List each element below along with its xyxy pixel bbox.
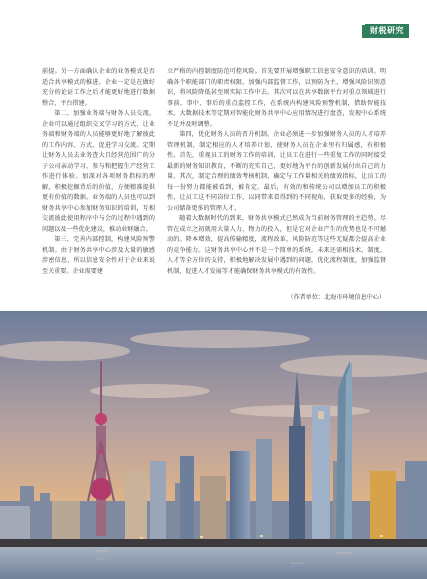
embankment xyxy=(0,539,427,547)
skyline-illustration xyxy=(0,311,427,579)
author-affiliation: （作者单位：北海市环境信息中心） xyxy=(287,294,385,301)
right-paragraph-3: 随着大数据时代的到来，财务共享模式已然成为当前财务管理的主趋势。尽管在成立之初就用大量人力、物力的投入，但是它对企业产生的优势也是不可撼动的。降本增效，提高传输精度，流程改革，风险防范等这些无疑都会提高企业的竞争能力。这财务共享中心并不是一个简单的系统，未来还需相技术、制度、人才等全方位的支持，积极地解决发展中遇到的问题，优化流程制度，加强监督机制，促进人才发展等才能确保财务共享模式的有效性。 xyxy=(167,215,386,275)
right-paragraph-1: 立严格的内控制度防范可控风险。首先要开展增强职工信息安全意识的培训。明确各个职能部门的职责权限，加强内部监督工作，以预防为主，增强风险识别意识，将风险降低甚至则实际工作中去。其次可以在共享数据平台对重点领域进行事前、事中、事后的重点监控工作，在系统内构建风险预警机制，借助智能技术、大数据技术等定期对智能化财务共享中心应用情况进行盘查，发现中心系统不足并及时调整。 xyxy=(167,68,386,128)
left-paragraph-3: 第三，完善内部控制，构建风险预警机制。由于财务共享中心涉及大量的敏感涉密信息，所以信息安全性对于企业来说至关重要。企业需要建 xyxy=(42,236,155,275)
financial-center-tower xyxy=(312,406,330,541)
skyline-photo xyxy=(0,311,427,579)
section-tag-label: 财税研究 xyxy=(365,24,409,38)
left-paragraph-2: 第二，加强业务端与财务人员交流。企业可以通过组织交叉学习的方式，让业务端和财务端的人员能够更好地了解彼此的工作内容、方式，促进学习交流。定期让财务人员去业务查大且经营范围广的分子公司亲动学习，参与和把握生产经营工作进行体验。加深对各项财务指标的理解，积极挖掘背后的价值，方便精准提供更有价值的数据。业务端的人员也可以到财务共享中心参加财务知识的培训，互相交流彼此使用程序中与会的过程中遇到的问题以及一些优化建议，推动业财融合。 xyxy=(42,110,155,233)
right-column xyxy=(167,67,386,277)
right-paragraph-2: 第四，优化财务人员的晋升机制。企业必须进一步加强财务人员的人才培养管理机制，制定相应的人才培养计划，使财务人员在企业里有归属感，有积极性。首先，重视员工的财务工作的培训，让员工在进行一些重复工作的同时接受最新的财务知识教育，不断的充实自己，更好地为平台的创新发展付出自己的力量。其次，制定合理的绩效考核机制，确定与工作量相关的绩效指标，让员工的每一份努力都能被看到，被肯定。最后，有效的和传统公司以增加员工的积极性，让员工这不同岗位工作，以同带来看得到的不同视角，获取更多的经验，为公司储备更多的管理人才。 xyxy=(167,131,386,212)
section-tag xyxy=(362,24,409,38)
left-paragraph-1: 前提。另一方面确认企业的业务模式是否适合共享模式的推进。企业一定是在做好充分的论证工作之后才能更好地进行数据整合，平台搭建。 xyxy=(42,68,155,107)
river xyxy=(0,547,427,579)
left-column xyxy=(42,67,155,277)
